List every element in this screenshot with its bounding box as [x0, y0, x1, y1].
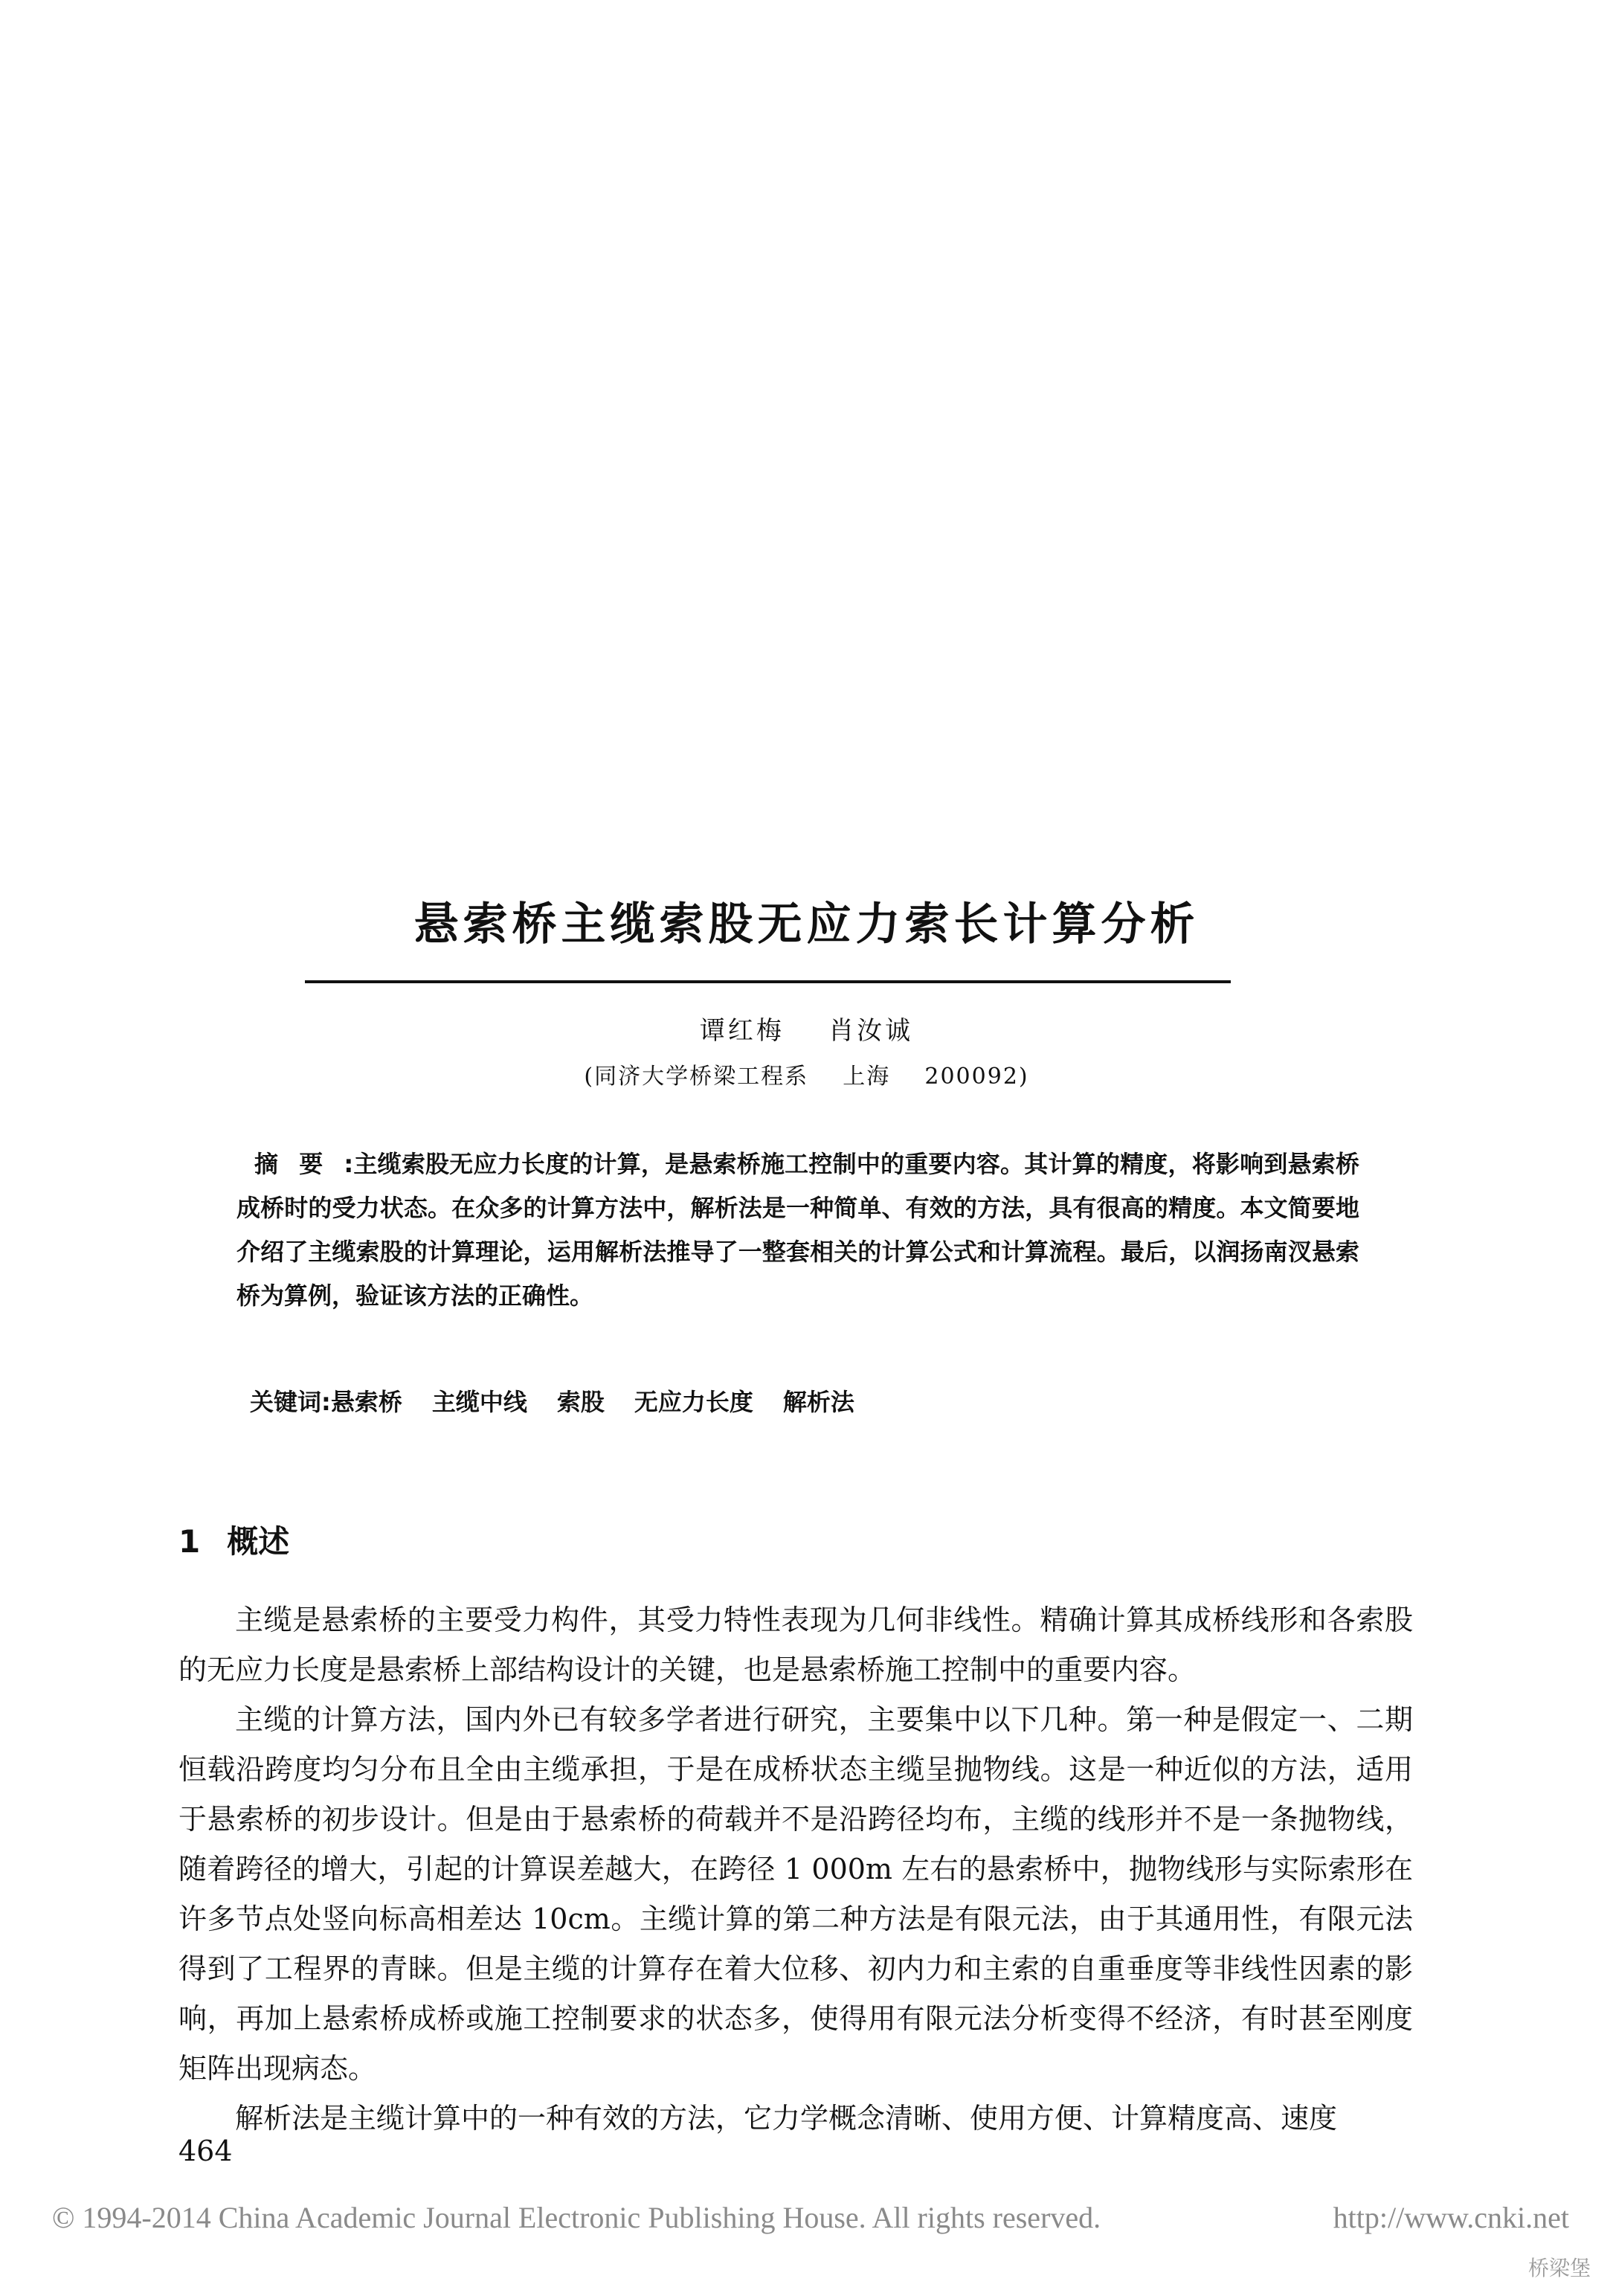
- page-number: 464: [178, 2135, 233, 2167]
- keyword: 悬索桥: [330, 1388, 402, 1416]
- keyword: 索股: [556, 1388, 605, 1416]
- paper-title: 悬索桥主缆索股无应力索长计算分析: [413, 898, 1200, 951]
- watermark: 桥梁堡: [1527, 2256, 1591, 2280]
- paragraph: 解析法是主缆计算中的一种有效的方法，它力学概念清晰、使用方便、计算精度高、速度: [235, 2102, 1338, 2135]
- footer: [52, 2200, 1569, 2235]
- abstract-label: 摘要: [254, 1150, 344, 1178]
- section-heading: [178, 1517, 289, 1562]
- section-title: 概述: [227, 1523, 290, 1560]
- paragraph: 主缆的计算方法，国内外已有较多学者进行研究，主要集中以下几种。第一种是假定一、二期恒载沿跨度均匀分布且全由主缆承担，于是在成桥状态主缆呈抛物线。这是一种近似的方法，适用于悬索桥的初步设计。但是由于悬索桥的荷载并不是沿跨径均布，主缆的线形并不是一条抛物线，随着跨径的增大，引起的计算误差越大，在跨径 1 000m 左右的悬索桥中，抛物线形与实际索形在许多节点处竖向标高相差达 10cm。主缆计算的第二种方法是有限元法，由于其通用性，有限元法得到了工程界的青睐。但是主缆的计算存在着大位移、初内力和主索的自重垂度等非线性因素的影响，再加上悬索桥成桥或施工控制要求的状态多，使得用有限元法分析变得不经济，有时甚至刚度矩阵出现病态。: [178, 1703, 1413, 2085]
- abstract-text: 主缆索股无应力长度的计算，是悬索桥施工控制中的重要内容。其计算的精度，将影响到悬索桥成桥时的受力状态。在众多的计算方法中，解析法是一种简单、有效的方法，具有很高的精度。本文简要地介绍了主缆索股的计算理论，运用解析法推导了一整套相关的计算公式和计算流程。最后，以润扬南汊悬索桥为算例，验证该方法的正确性。: [236, 1150, 1359, 1310]
- abstract: [236, 1142, 1359, 1318]
- abstract-separator: :: [344, 1150, 354, 1178]
- title-rule: [305, 980, 1231, 983]
- keyword: 解析法: [782, 1388, 854, 1416]
- authors: 谭红梅 肖汝诚: [699, 1016, 914, 1046]
- affiliation: (同济大学桥梁工程系 上海 200092): [584, 1064, 1029, 1090]
- keyword: 无应力长度: [634, 1388, 753, 1416]
- keywords: [250, 1383, 1365, 1418]
- keywords-label: 关键词:: [250, 1388, 331, 1416]
- footer-copyright: © 1994-2014 China Academic Journal Electronic Publishing House. All rights reserved.: [52, 2201, 1101, 2234]
- footer-url[interactable]: http://www.cnki.net: [1333, 2201, 1569, 2234]
- section-number: 1: [178, 1523, 201, 1560]
- paragraph: 主缆是悬索桥的主要受力构件，其受力特性表现为几何非线性。精确计算其成桥线形和各索股的无应力长度是悬索桥上部结构设计的关键，也是悬索桥施工控制中的重要内容。: [178, 1604, 1413, 1686]
- keyword: 主缆中线: [431, 1388, 527, 1416]
- body-text: [178, 1595, 1413, 2144]
